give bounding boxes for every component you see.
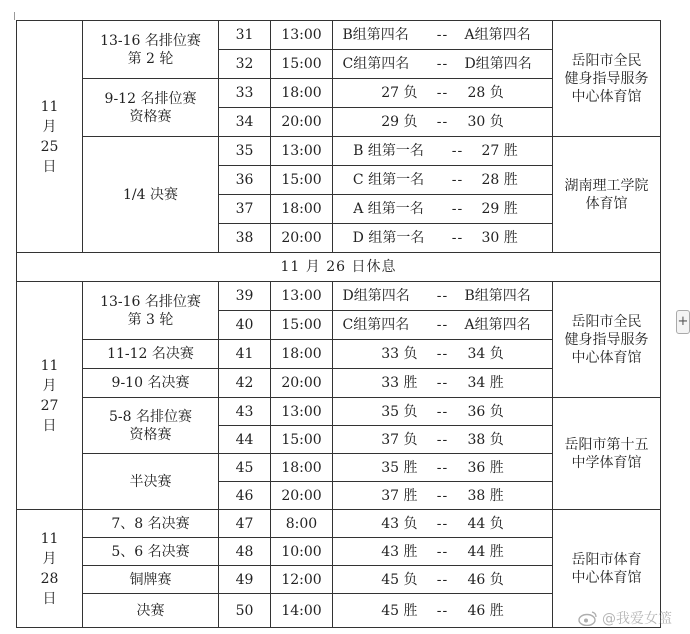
venue-cell: 湖南理工学院 体育馆 [553,137,661,253]
matchup-cell: 29 负 -- 30 负 [333,108,553,137]
game-number: 34 [219,108,271,137]
matchup-cell: 37 负 -- 38 负 [333,426,553,454]
game-time: 10:00 [271,538,333,566]
game-time: 13:00 [271,398,333,426]
game-time: 18:00 [271,79,333,108]
matchup-cell: B 组第一名 -- 27 胜 [333,137,553,166]
matchup-cell: 33 胜 -- 34 胜 [333,369,553,398]
round-cell: 铜牌赛 [83,566,219,594]
round-cell: 13-16 名排位赛 第 3 轮 [83,282,219,340]
game-time: 20:00 [271,224,333,253]
matchup-cell: 43 负 -- 44 负 [333,510,553,538]
game-number: 49 [219,566,271,594]
watermark [578,606,688,630]
round-cell: 9-12 名排位赛 资格赛 [83,79,219,137]
crop-mark [5,12,15,20]
matchup-cell: 45 负 -- 46 负 [333,566,553,594]
game-number: 32 [219,50,271,79]
date-cell: 11 月 27 日 [17,282,83,510]
game-time: 15:00 [271,426,333,454]
page-margin [0,0,15,634]
game-number: 31 [219,21,271,50]
game-time: 15:00 [271,166,333,195]
game-time: 13:00 [271,21,333,50]
table-row [17,282,661,311]
venue-cell: 岳阳市全民 健身指导服务 中心体育馆 [553,282,661,398]
matchup-cell: 37 胜 -- 38 胜 [333,482,553,510]
game-time: 18:00 [271,454,333,482]
game-number: 39 [219,282,271,311]
table-row [17,137,661,166]
rest-day-row [17,253,661,282]
rest-day-label: 11 月 26 日休息 [17,253,661,282]
matchup-cell: 33 负 -- 34 负 [333,340,553,369]
date-cell: 11 月 28 日 [17,510,83,628]
game-number: 33 [219,79,271,108]
round-cell: 半决赛 [83,454,219,510]
watermark-text: @我爱女篮 [602,611,672,627]
matchup-cell: 27 负 -- 28 负 [333,79,553,108]
round-cell: 5-8 名排位赛 资格赛 [83,398,219,454]
game-number: 40 [219,311,271,340]
date-cell: 11 月 25 日 [17,21,83,253]
schedule-table [16,20,661,628]
game-time: 18:00 [271,195,333,224]
game-number: 47 [219,510,271,538]
matchup-cell: C组第四名 -- A组第四名 [333,311,553,340]
game-time: 14:00 [271,594,333,628]
matchup-cell: 43 胜 -- 44 胜 [333,538,553,566]
game-time: 15:00 [271,50,333,79]
game-number: 42 [219,369,271,398]
add-row-button[interactable] [676,310,690,334]
round-cell: 11-12 名决赛 [83,340,219,369]
game-number: 43 [219,398,271,426]
weibo-icon [578,610,598,626]
game-number: 48 [219,538,271,566]
matchup-cell: 45 胜 -- 46 胜 [333,594,553,628]
table-row [17,510,661,538]
round-cell: 5、6 名决赛 [83,538,219,566]
game-time: 8:00 [271,510,333,538]
venue-cell: 岳阳市体育 中心体育馆 [553,510,661,628]
game-number: 35 [219,137,271,166]
round-cell: 13-16 名排位赛 第 2 轮 [83,21,219,79]
round-cell: 9-10 名决赛 [83,369,219,398]
matchup-cell: B组第四名 -- A组第四名 [333,21,553,50]
game-time: 13:00 [271,137,333,166]
game-number: 41 [219,340,271,369]
matchup-cell: A 组第一名 -- 29 胜 [333,195,553,224]
round-cell: 决赛 [83,594,219,628]
round-cell: 7、8 名决赛 [83,510,219,538]
matchup-cell: D组第四名 -- B组第四名 [333,282,553,311]
table-row [17,21,661,50]
game-number: 44 [219,426,271,454]
game-time: 15:00 [271,311,333,340]
table-row [17,398,661,426]
matchup-cell: C组第四名 -- D组第四名 [333,50,553,79]
venue-cell: 岳阳市全民 健身指导服务 中心体育馆 [553,21,661,137]
game-time: 18:00 [271,340,333,369]
venue-cell: 岳阳市第十五 中学体育馆 [553,398,661,510]
game-time: 20:00 [271,482,333,510]
matchup-cell: C 组第一名 -- 28 胜 [333,166,553,195]
round-cell: 1/4 决赛 [83,137,219,253]
game-time: 20:00 [271,108,333,137]
plus-icon: + [677,314,689,329]
game-time: 12:00 [271,566,333,594]
game-number: 46 [219,482,271,510]
game-time: 13:00 [271,282,333,311]
game-number: 45 [219,454,271,482]
game-time: 20:00 [271,369,333,398]
matchup-cell: 35 负 -- 36 负 [333,398,553,426]
matchup-cell: 35 胜 -- 36 胜 [333,454,553,482]
game-number: 36 [219,166,271,195]
game-number: 37 [219,195,271,224]
game-number: 38 [219,224,271,253]
matchup-cell: D 组第一名 -- 30 胜 [333,224,553,253]
game-number: 50 [219,594,271,628]
